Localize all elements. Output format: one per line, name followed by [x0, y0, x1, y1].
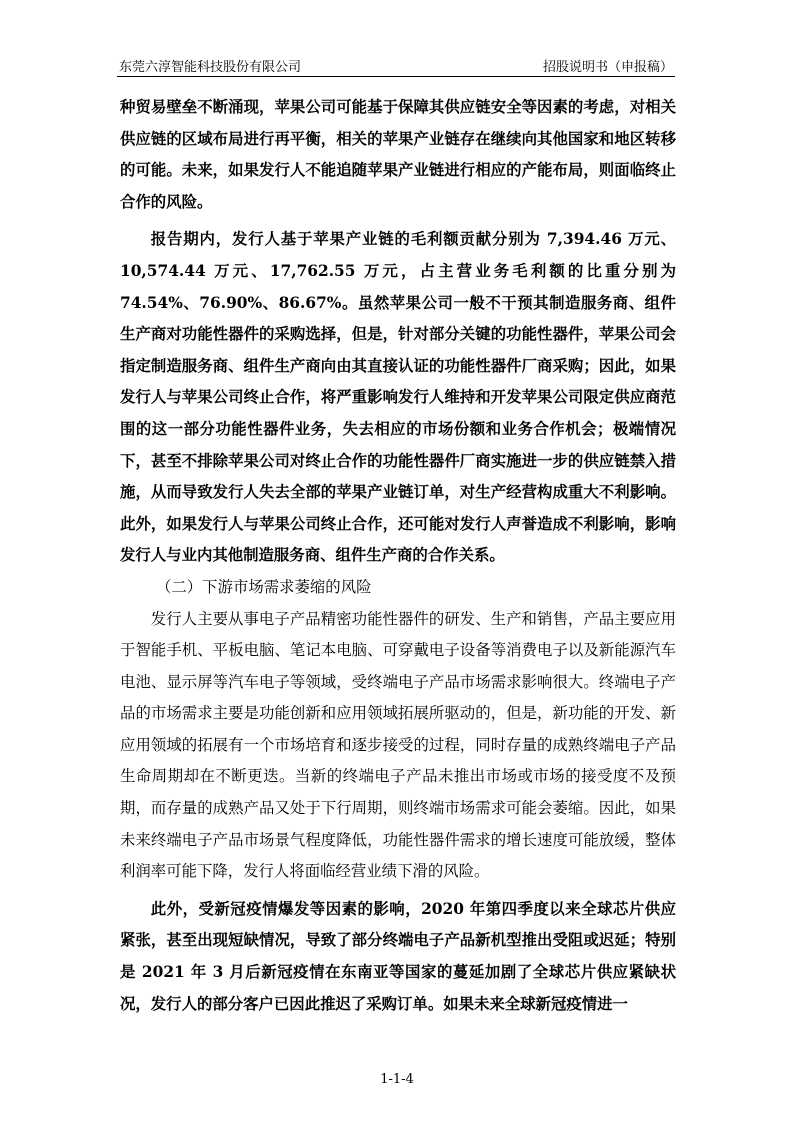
header-company-name: 东莞六淳智能科技股份有限公司	[119, 60, 302, 75]
paragraph-apple-gross-profit: 报告期内，发行人基于苹果产业链的毛利额贡献分别为 7,394.46 万元、10,574.44 万元、17,762.55 万元，占主营业务毛利额的比重分别为 74.54%、76.90%、86.67%。虽然苹果公司一般不干预其制造服务商、组件生产商对功能性器件的采购选择，但是，针对部分关键的功能性器件，苹果公司会指定制造服务商、组件生产商向由其直接认证的功能性器件厂商采购；因此，如果发行人与苹果公司终止合作，将严重影响发行人维持和开发苹果公司限定供应商范围的这一部分功能性器件业务，失去相应的市场份额和业务合作机会；极端情况下，甚至不排除苹果公司对终止合作的功能性器件厂商实施进一步的供应链禁入措施，从而导致发行人失去全部的苹果产业链订单，对生产经营构成重大不利影响。此外，如果发行人与苹果公司终止合作，还可能对发行人声誉造成不利影响，影响发行人与业内其他制造服务商、组件生产商的合作关系。	[120, 230, 676, 565]
header-document-title: 招股说明书（申报稿）	[542, 60, 673, 75]
section-heading: （二）下游市场需求萎缩的风险	[156, 577, 372, 596]
paragraph-supply-chain-relocation: 种贸易壁垒不断涌现，苹果公司可能基于保障其供应链安全等因素的考虑，对相关供应链的区域布局进行再平衡，相关的苹果产业链存在继续向其他国家和地区转移的可能。未来，如果发行人不能追随苹果产业链进行相应的产能布局，则面临终止合作的风险。	[120, 98, 676, 211]
paragraph-chip-shortage: 此外，受新冠疫情爆发等因素的影响，2020 年第四季度以来全球芯片供应紧张，甚至出现短缺情况，导致了部分终端电子产品新机型推出受阻或迟延；特别是 2021 年 3 月后新冠疫情在东南亚等国家的蔓延加剧了全球芯片供应紧缺状况，发行人的部分客户已因此推迟了采购订单。如果未来全球新冠疫情进一	[120, 899, 676, 1013]
page-header	[117, 52, 675, 77]
page-body	[120, 92, 676, 1020]
page-number: 1-1-4	[380, 1072, 414, 1087]
paragraph-downstream-demand: 发行人主要从事电子产品精密功能性器件的研发、生产和销售，产品主要应用于智能手机、平板电脑、笔记本电脑、可穿戴电子设备等消费电子以及新能源汽车电池、显示屏等汽车电子等领域，受终端电子产品市场需求影响很大。终端电子产品的市场需求主要是功能创新和应用领域拓展所驱动的，但是，新功能的开发、新应用领域的拓展有一个市场培育和逐步接受的过程，同时存量的成熟终端电子产品生命周期却在不断更迭。当新的终端电子产品未推出市场或市场的接受度不及预期，而存量的成熟产品又处于下行周期，则终端市场需求可能会萎缩。因此，如果未来终端电子产品市场景气程度降低，功能性器件需求的增长速度可能放缓，整体利润率可能下降，发行人将面临经营业绩下滑的风险。	[120, 609, 676, 881]
